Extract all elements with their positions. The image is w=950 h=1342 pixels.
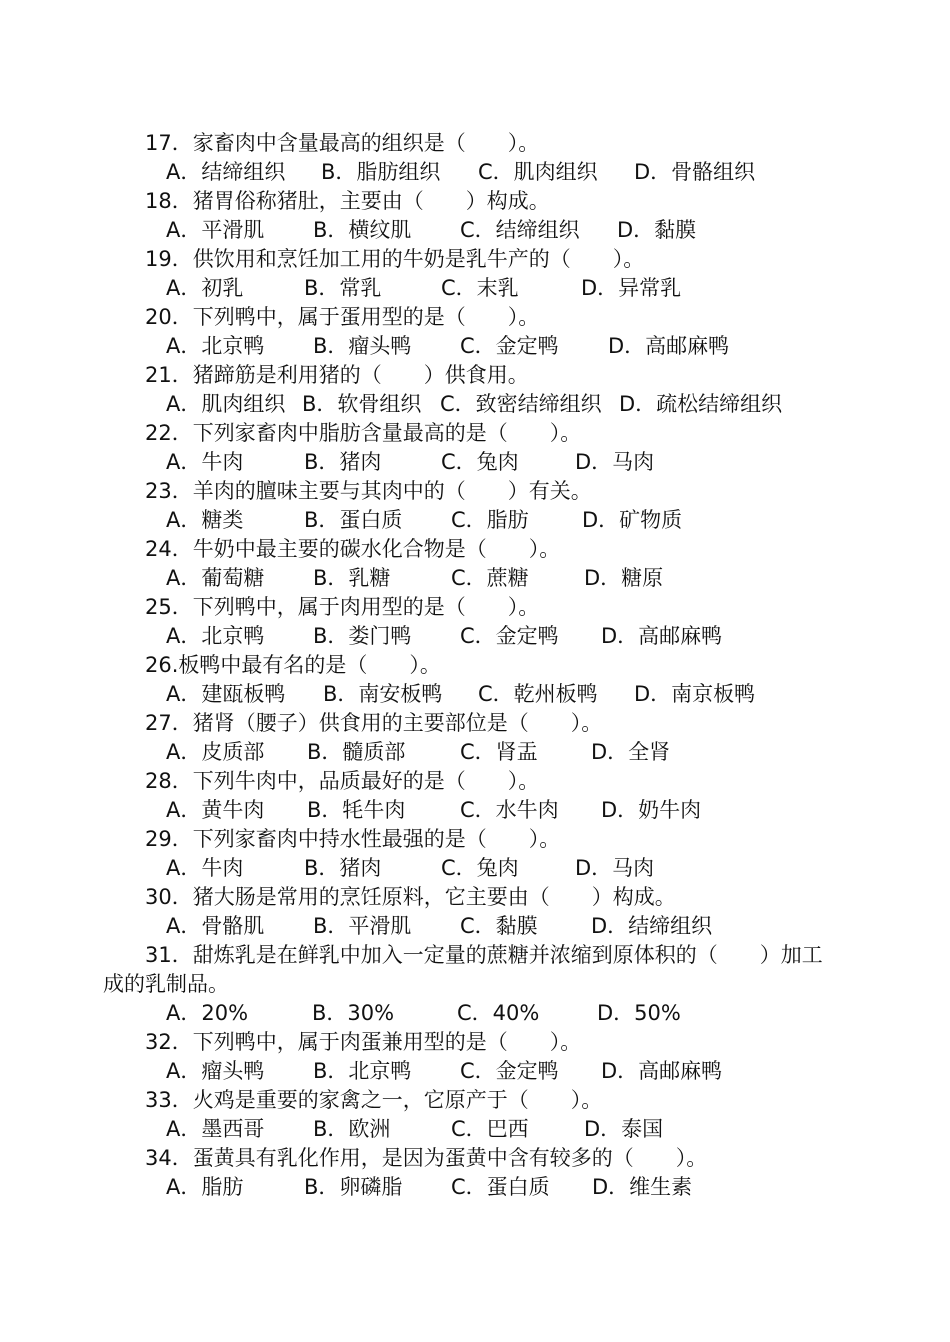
option-18-c: C．蛋白质 xyxy=(451,1175,550,1199)
option-13-b: B．猪肉 xyxy=(304,856,382,880)
option-2-d: D．黏膜 xyxy=(617,218,697,242)
option-16-c: C．金定鸭 xyxy=(460,1059,559,1083)
option-14-b: B．平滑肌 xyxy=(313,914,412,938)
question-stem-15: 31．甜炼乳是在鲜乳中加入一定量的蔗糖并浓缩到原体积的（ ）加工 xyxy=(145,943,823,967)
option-11-d: D．全肾 xyxy=(591,740,671,764)
option-8-a: A．葡萄糖 xyxy=(166,566,265,590)
option-12-d: D．奶牛肉 xyxy=(601,798,702,822)
option-13-d: D．马肉 xyxy=(575,856,655,880)
question-stem-12: 28．下列牛肉中，品质最好的是（ ）。 xyxy=(145,769,540,793)
option-16-a: A．瘤头鸭 xyxy=(166,1059,265,1083)
option-7-d: D．矿物质 xyxy=(582,508,683,532)
option-18-d: D．维生素 xyxy=(592,1175,693,1199)
options-row-17 xyxy=(0,1115,950,1144)
option-5-d: D．疏松结缔组织 xyxy=(619,392,783,416)
options-row-13 xyxy=(0,854,950,883)
question-stem-8: 24．牛奶中最主要的碳水化合物是（ ）。 xyxy=(145,537,561,561)
option-15-b: B．30% xyxy=(312,1001,395,1025)
option-17-b: B．欧洲 xyxy=(313,1117,391,1141)
question-stem-4: 20．下列鸭中，属于蛋用型的是（ ）。 xyxy=(145,305,540,329)
question-stem-13: 29．下列家畜肉中持水性最强的是（ ）。 xyxy=(145,827,561,851)
option-5-a: A．肌肉组织 xyxy=(166,392,286,416)
option-2-a: A．平滑肌 xyxy=(166,218,265,242)
option-14-d: D．结缔组织 xyxy=(591,914,713,938)
option-11-b: B．髓质部 xyxy=(307,740,406,764)
option-9-c: C．金定鸭 xyxy=(460,624,559,648)
question-stem-11: 27．猪肾（腰子）供食用的主要部位是（ ）。 xyxy=(145,711,603,735)
options-row-8 xyxy=(0,564,950,593)
question-stem-1: 17．家畜肉中含量最高的组织是（ ）。 xyxy=(145,131,540,155)
options-row-5 xyxy=(0,390,950,419)
options-row-7 xyxy=(0,506,950,535)
question-stem-16: 32．下列鸭中，属于肉蛋兼用型的是（ ）。 xyxy=(145,1030,582,1054)
option-15-c: C．40% xyxy=(457,1001,540,1025)
option-6-c: C．兔肉 xyxy=(441,450,519,474)
option-18-a: A．脂肪 xyxy=(166,1175,244,1199)
option-9-b: B．娄门鸭 xyxy=(313,624,412,648)
option-6-d: D．马肉 xyxy=(575,450,655,474)
option-1-c: C．肌肉组织 xyxy=(478,160,598,184)
options-row-15 xyxy=(0,999,950,1028)
question-stem-9: 25．下列鸭中，属于肉用型的是（ ）。 xyxy=(145,595,540,619)
option-17-c: C．巴西 xyxy=(451,1117,529,1141)
option-2-c: C．结缔组织 xyxy=(460,218,580,242)
question-stem-continuation-15: 成的乳制品。 xyxy=(103,972,229,996)
option-1-b: B．脂肪组织 xyxy=(321,160,441,184)
option-10-d: D．南京板鸭 xyxy=(634,682,756,706)
options-row-1 xyxy=(0,158,950,187)
option-10-a: A．建瓯板鸭 xyxy=(166,682,286,706)
option-14-a: A．骨骼肌 xyxy=(166,914,265,938)
option-13-a: A．牛肉 xyxy=(166,856,244,880)
option-2-b: B．横纹肌 xyxy=(313,218,412,242)
options-row-10 xyxy=(0,680,950,709)
question-stem-17: 33．火鸡是重要的家禽之一，它原产于（ ）。 xyxy=(145,1088,603,1112)
option-7-b: B．蛋白质 xyxy=(304,508,403,532)
question-stem-6: 22．下列家畜肉中脂肪含量最高的是（ ）。 xyxy=(145,421,582,445)
option-12-c: C．水牛肉 xyxy=(460,798,559,822)
question-stem-10: 26.板鸭中最有名的是（ ）。 xyxy=(145,653,441,677)
exam-document xyxy=(0,129,950,1202)
question-stem-7: 23．羊肉的膻味主要与其肉中的（ ）有关。 xyxy=(145,479,592,503)
options-row-12 xyxy=(0,796,950,825)
option-4-c: C．金定鸭 xyxy=(460,334,559,358)
option-5-c: C．致密结缔组织 xyxy=(440,392,602,416)
option-5-b: B．软骨组织 xyxy=(302,392,422,416)
option-3-a: A．初乳 xyxy=(166,276,244,300)
option-13-c: C．兔肉 xyxy=(441,856,519,880)
question-stem-2: 18．猪胃俗称猪肚，主要由（ ）构成。 xyxy=(145,189,550,213)
options-row-18 xyxy=(0,1173,950,1202)
option-12-b: B．牦牛肉 xyxy=(307,798,406,822)
option-10-c: C．乾州板鸭 xyxy=(478,682,598,706)
question-stem-14: 30．猪大肠是常用的烹饪原料，它主要由（ ）构成。 xyxy=(145,885,676,909)
options-row-4 xyxy=(0,332,950,361)
option-1-d: D．骨骼组织 xyxy=(634,160,756,184)
option-12-a: A．黄牛肉 xyxy=(166,798,265,822)
option-16-d: D．高邮麻鸭 xyxy=(601,1059,723,1083)
option-11-c: C．肾盂 xyxy=(460,740,538,764)
option-17-d: D．泰国 xyxy=(584,1117,664,1141)
option-9-a: A．北京鸭 xyxy=(166,624,265,648)
option-1-a: A．结缔组织 xyxy=(166,160,286,184)
option-7-a: A．糖类 xyxy=(166,508,244,532)
option-8-c: C．蔗糖 xyxy=(451,566,529,590)
option-4-a: A．北京鸭 xyxy=(166,334,265,358)
option-6-b: B．猪肉 xyxy=(304,450,382,474)
options-row-2 xyxy=(0,216,950,245)
question-stem-18: 34．蛋黄具有乳化作用，是因为蛋黄中含有较多的（ ）。 xyxy=(145,1146,708,1170)
question-stem-3: 19．供饮用和烹饪加工用的牛奶是乳牛产的（ ）。 xyxy=(145,247,645,271)
option-8-d: D．糖原 xyxy=(584,566,664,590)
option-4-b: B．瘤头鸭 xyxy=(313,334,412,358)
option-10-b: B．南安板鸭 xyxy=(323,682,443,706)
option-14-c: C．黏膜 xyxy=(460,914,538,938)
option-3-c: C．末乳 xyxy=(441,276,519,300)
options-row-11 xyxy=(0,738,950,767)
option-7-c: C．脂肪 xyxy=(451,508,529,532)
option-16-b: B．北京鸭 xyxy=(313,1059,412,1083)
options-row-9 xyxy=(0,622,950,651)
question-stem-5: 21．猪蹄筋是利用猪的（ ）供食用。 xyxy=(145,363,529,387)
option-4-d: D．高邮麻鸭 xyxy=(608,334,730,358)
option-17-a: A．墨西哥 xyxy=(166,1117,265,1141)
option-8-b: B．乳糖 xyxy=(313,566,391,590)
options-row-16 xyxy=(0,1057,950,1086)
options-row-3 xyxy=(0,274,950,303)
options-row-14 xyxy=(0,912,950,941)
option-11-a: A．皮质部 xyxy=(166,740,265,764)
option-9-d: D．高邮麻鸭 xyxy=(601,624,723,648)
option-18-b: B．卵磷脂 xyxy=(304,1175,403,1199)
option-15-a: A．20% xyxy=(166,1001,249,1025)
option-15-d: D．50% xyxy=(597,1001,681,1025)
option-3-b: B．常乳 xyxy=(304,276,382,300)
option-6-a: A．牛肉 xyxy=(166,450,244,474)
options-row-6 xyxy=(0,448,950,477)
option-3-d: D．异常乳 xyxy=(581,276,682,300)
